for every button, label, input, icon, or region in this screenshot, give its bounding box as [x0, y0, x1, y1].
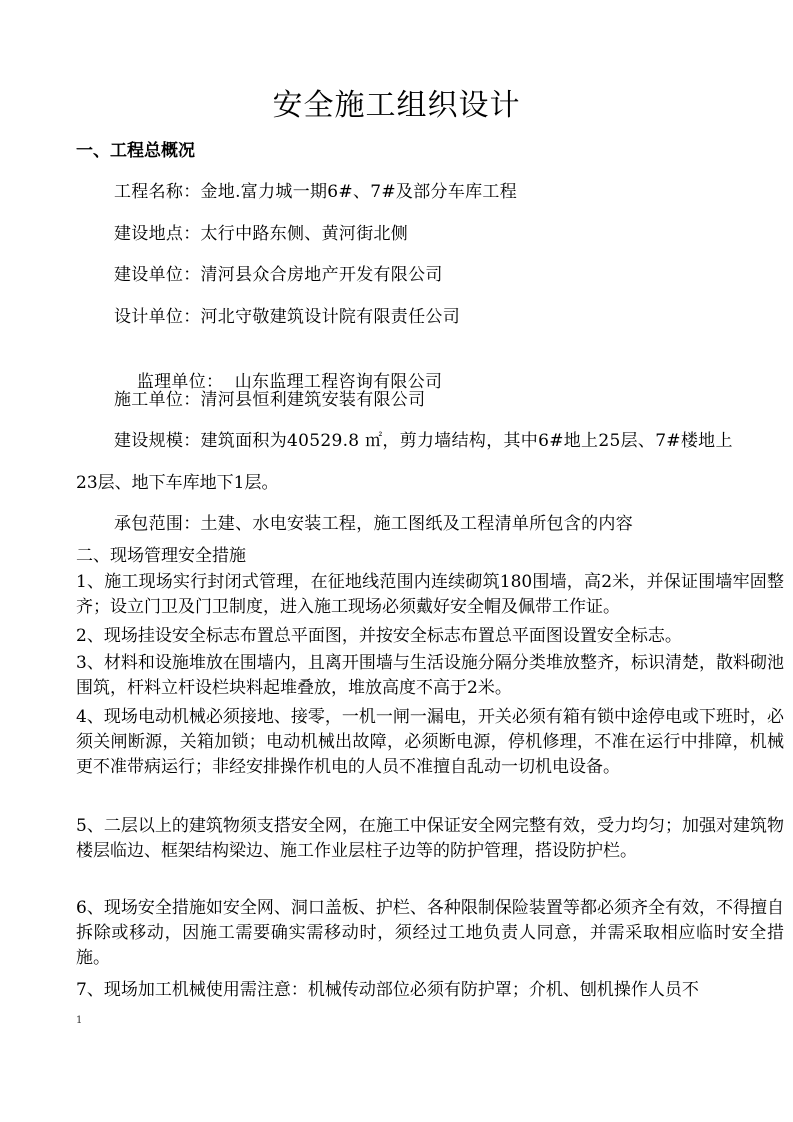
paragraph-item-6: 6、现场安全措施如安全网、洞口盖板、护栏、各种限制保险装置等都必须齐全有效，不得擅自拆除或移动，因施工需要确实需移动时，须经过工地负责人同意，并需采取相应临时安全措施。 [76, 898, 784, 968]
info-value: 金地.富力城一期6#、7#及部分车库工程 [200, 182, 518, 202]
paragraph-item-4: 4、现场电动机械必须接地、接零，一机一闸一漏电，开关必须有箱有锁中途停电或下班时，必须关闸断源，关箱加锁；电动机械出故障，必须断电源，停机修理，不准在运行中排障，机械更不准带病运行；非经安排操作机电的人员不准擅自乱动一切机电设备。 [76, 707, 784, 777]
page-number: 1 [76, 1015, 83, 1026]
info-line-scale [114, 429, 733, 453]
info-label: 工程名称： [114, 182, 201, 202]
info-label: 建设地点： [114, 224, 201, 244]
info-line-contractor [114, 388, 425, 412]
info-line-location [114, 222, 408, 246]
info-value: 太行中路东侧、黄河街北侧 [200, 224, 409, 244]
paragraph-item-5: 5、二层以上的建筑物须支搭安全网，在施工中保证安全网完整有效，受力均匀；加强对建筑物楼层临边、框架结构梁边、施工作业层柱子边等的防护管理，搭设防护栏。 [76, 816, 784, 861]
info-line-scale-continued [76, 471, 278, 495]
info-label: 承包范围： [114, 514, 201, 534]
info-line-designer [114, 305, 460, 329]
document-title: 安全施工组织设计 [272, 88, 521, 123]
info-label: 建设单位： [114, 265, 201, 285]
info-value: 23层、地下车库地下1层。 [76, 473, 279, 493]
info-line-owner [114, 263, 443, 287]
info-label: 施工单位： [114, 390, 201, 410]
paragraph-item-3: 3、材料和设施堆放在围墙内，且离开围墙与生活设施分隔分类堆放整齐，标识清楚，散料砌池围筑，杆料立杆设栏块料起堆叠放，堆放高度不高于2米。 [76, 653, 784, 698]
info-value: 建筑面积为40529.8 ㎡，剪力墙结构，其中6#地上25层、7#楼地上 [200, 431, 733, 451]
section-heading-safety-measures: 二、现场管理安全措施 [76, 546, 246, 566]
info-value: 清河县恒利建筑安装有限公司 [200, 390, 426, 410]
info-value: 河北守敬建筑设计院有限责任公司 [200, 307, 460, 327]
info-label: 建设规模： [114, 431, 201, 451]
info-value: 土建、水电安装工程，施工图纸及工程清单所包含的内容 [200, 514, 633, 534]
info-line-scope [114, 512, 633, 536]
section-heading-overview: 一、工程总概况 [76, 141, 195, 161]
info-line-project-name [114, 180, 517, 204]
info-value: 清河县众合房地产开发有限公司 [200, 265, 443, 285]
info-value: 山东监理工程咨询有限公司 [223, 372, 443, 392]
paragraph-item-2: 2、现场挂设安全标志布置总平面图，并按安全标志布置总平面图设置安全标志。 [76, 626, 682, 646]
paragraph-item-1: 1、施工现场实行封闭式管理，在征地线范围内连续砌筑180围墙，高2米，并保证围墙牢固整齐；设立门卫及门卫制度，进入施工现场必须戴好安全帽及佩带工作证。 [76, 572, 784, 617]
info-label: 设计单位： [114, 307, 201, 327]
info-label: 监理单位： [136, 372, 224, 392]
paragraph-item-7: 7、现场加工机械使用需注意：机械传动部位必须有防护罩；介机、刨机操作人员不 [76, 980, 699, 1000]
